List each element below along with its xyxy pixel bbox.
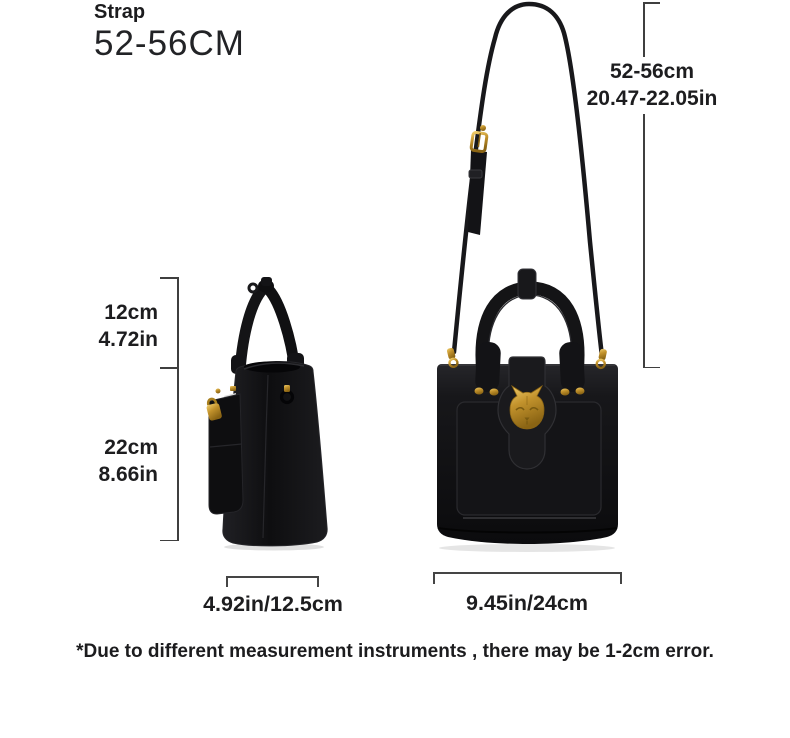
strap-measure-line-upper [643,2,645,57]
strap-measure-tick-bottom [643,367,660,369]
bag-height-inch: 8.66in [98,463,158,486]
strap-adjuster [468,150,487,235]
strap-length-cm: 52-56cm [609,60,695,83]
handle-base-left [475,341,502,392]
handle-base-right [559,341,586,392]
height-measure-tick-bottom [160,540,178,542]
height-measure-tick-top [160,277,178,279]
strap-header [94,0,245,63]
height-measure-line [177,277,179,541]
strap-length-inch: 20.47-22.05in [586,87,718,110]
side-bag-handle-ring [249,284,257,292]
handle-strap-loop [518,269,536,299]
cat-face-clasp [510,386,544,429]
handle-gold-foot-left-b [490,389,499,396]
side-bag-d-ring-pin [284,385,290,392]
handle-height-measurement [48,299,158,353]
handbag-side-view [205,277,327,551]
bag-depth-measurement: 4.92in/12.5cm [203,592,343,616]
strap-buckle-tip [480,125,486,131]
side-bag-gold-fitting [230,386,236,391]
bag-height-measurement [48,434,158,488]
handle-gold-foot-left-a [475,388,484,395]
depth-measure-bracket [226,576,319,587]
measurement-disclaimer: *Due to different measurement instruments , there may be 1-2cm error. [76,641,714,662]
front-bag-shadow [439,544,615,552]
strap-length-measurement [542,58,762,112]
handle-height-cm: 12cm [104,301,158,324]
strap-measure-line-lower [643,114,645,368]
padlock-clasp [216,389,221,394]
strap-title: Strap [94,1,146,23]
strap-keeper-loop [469,170,482,178]
height-measure-tick-middle [160,367,178,369]
width-measure-bracket [433,572,622,584]
handle-gold-foot-right-a [561,389,570,396]
handle-gold-foot-right-b [576,388,585,395]
strap-value: 52-56CM [94,24,245,63]
handle-height-inch: 4.72in [98,328,158,351]
side-bag-handle-tab [261,277,272,286]
bag-height-cm: 22cm [104,436,158,459]
strap-measure-tick-top [643,2,660,4]
bag-width-measurement: 9.45in/24cm [466,591,588,615]
